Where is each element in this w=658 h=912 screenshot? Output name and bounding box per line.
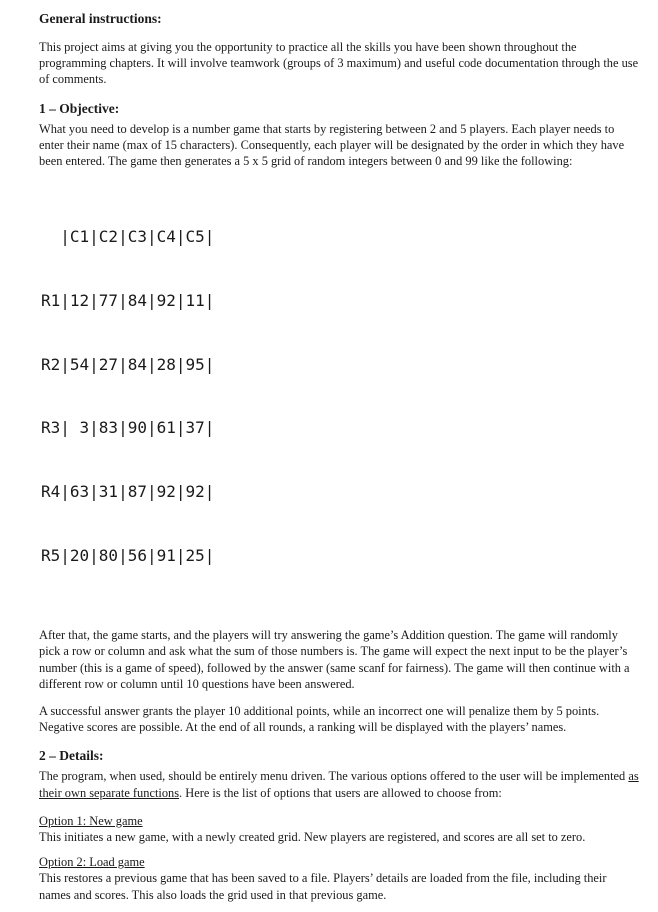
grid-header-row: |C1|C2|C3|C4|C5|	[41, 226, 215, 246]
option-2-description: This restores a previous game that has been saved to a file. Players’ details are loaded from the file, including their names and scores. This also loads the grid used in that previous game.	[39, 871, 607, 902]
objective-paragraph: What you need to develop is a number game that starts by registering between 2 and 5 players. Each player needs to enter their name (max of 15 characters). Consequently, each player will be designated by the order in which they have been entered. The game then generates a 5 x 5 grid of random integers between 0 and 99 like the following:	[39, 121, 625, 169]
document-page	[39, 10, 639, 912]
details-paragraph	[39, 768, 639, 800]
objective-heading: 1 – Objective:	[39, 100, 120, 116]
grid-row-r3: R3| 3|83|90|61|37|	[41, 418, 215, 438]
grid-row-r1: R1|12|77|84|92|11|	[41, 290, 215, 310]
details-text-underlined: as their own separate functions	[39, 769, 639, 800]
details-heading: 2 – Details:	[39, 748, 104, 764]
game-flow-paragraph: After that, the game starts, and the players will try answering the game’s Addition question. The game will randomly pick a row or column and ask what the sum of those numbers is. The game will expect the next input to be the player’s number (this is a game of speed), followed by the answer (same scanf for fairness). The game will then continue with a different row or column until 10 questions have been answered.	[39, 628, 630, 691]
details-text-after: . Here is the list of options that users are allowed to choose from:	[179, 785, 502, 800]
option-1-title: Option 1: New game	[39, 813, 143, 828]
scoring-paragraph: A successful answer grants the player 10 additional points, while an incorrect one will penalize them by 5 points. Negative scores are possible. At the end of all rounds, a ranking will be displayed with the players’ names.	[39, 703, 600, 735]
general-instructions-heading: General instructions:	[39, 11, 162, 26]
option-2-title: Option 2: Load game	[39, 855, 145, 870]
intro-paragraph: This project aims at giving you the opportunity to practice all the skills you have been shown throughout the programming chapters. It will involve teamwork (groups of 3 maximum) and useful code documentation through the use of comments.	[39, 40, 639, 87]
grid-row-r5: R5|20|80|56|91|25|	[41, 546, 215, 566]
number-grid	[41, 183, 639, 609]
option-1-description: This initiates a new game, with a newly created grid. New players are registered, and scores are all set to zero.	[39, 829, 586, 844]
grid-row-r4: R4|63|31|87|92|92|	[41, 482, 215, 502]
details-text-before: The program, when used, should be entirely menu driven. The various options offered to the user will be implemented	[39, 769, 629, 784]
grid-row-r2: R2|54|27|84|28|95|	[41, 354, 215, 374]
